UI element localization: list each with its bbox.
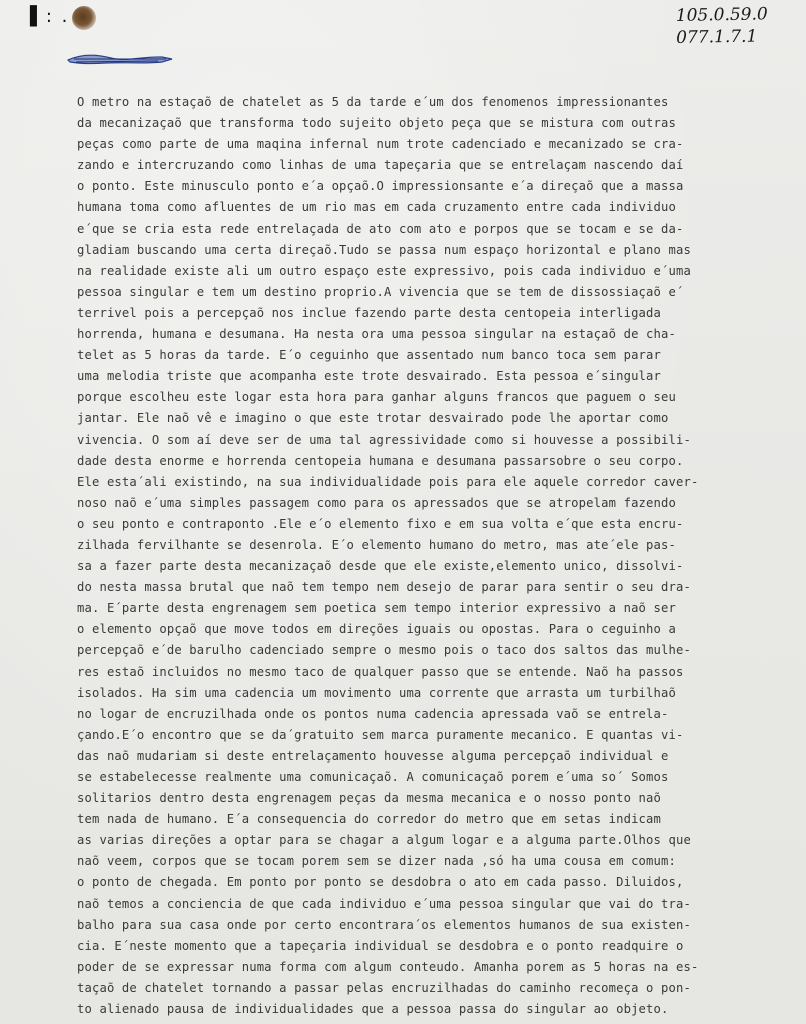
text-line: no logar de encruzilhada onde os pontos numa cadencia apressada vaõ se entrela-	[77, 706, 669, 721]
text-line: to alienado pausa de individualidades que a pessoa passa do singular ao objeto.	[77, 1002, 669, 1017]
text-line: porque escolheu este logar esta hora para ganhar alguns francos que paguem o seu	[77, 390, 676, 405]
text-line: vivencia. O som aí deve ser de uma tal agressividade como si houvesse a possibili-	[77, 432, 691, 447]
text-line: dade desta enorme e horrenda centopeia humana e desumana passarsobre o seu corpo.	[77, 453, 684, 468]
text-line: peças como parte de uma maqina infernal num trote cadenciado e mecanizado se cra-	[77, 137, 684, 152]
blue-ink-scribble	[66, 50, 176, 70]
text-line: o elemento opçaõ que move todos em direções iguais ou opostas. Para o ceguinho a	[77, 622, 676, 637]
text-line: isolados. Ha sim uma cadencia um movimento uma corrente que arrasta um turbilhaõ	[77, 685, 676, 700]
text-line: o ponto de chegada. Em ponto por ponto se desdobra o ato em cada passo. Diluidos,	[77, 875, 684, 890]
text-line: uma melodia triste que acompanha este trote desvairado. Esta pessoa e´singular	[77, 369, 662, 384]
text-line: balho para sua casa onde por certo encontrara´os elementos humanos de sua existen-	[77, 917, 691, 932]
text-line: zilhada fervilhante se desenrola. E´o elemento humano do metro, mas ate´ele pas-	[77, 537, 676, 552]
text-line: ma. E´parte desta engrenagem sem poetica sem tempo interior expressivo a naõ ser	[77, 601, 676, 616]
text-line: gladiam buscando uma certa direçaõ.Tudo se passa num espaço horizontal e plano mas	[77, 242, 691, 257]
text-line: zando e intercruzando como linhas de uma tapeçaria que se entrelaçam nascendo daí	[77, 158, 684, 173]
text-line: Ele esta´ali existindo, na sua individualidade pois para ele aquele corredor caver-	[77, 474, 699, 489]
text-line: da mecanizaçaõ que transforma todo sujeito objeto peça que se mistura com outras	[77, 116, 676, 131]
reference-code-line-1: 105.0.59.0	[675, 4, 768, 26]
text-line: res estaõ incluidos no mesmo taco de qualquer passo que se entende. Naõ ha passos	[77, 664, 684, 679]
ink-stain	[72, 6, 96, 30]
text-line: o seu ponto e contraponto .Ele e´o elemento fixo e em sua volta e´que esta encru-	[77, 516, 684, 531]
text-line: telet as 5 horas da tarde. E´o ceguinho que assentado num banco toca sem parar	[77, 348, 662, 363]
text-line: cia. E´neste momento que a tapeçaria individual se desdobra e o ponto readquire o	[77, 938, 684, 953]
text-line: taçaõ de chatelet tornando a passar pelas encruzilhadas do caminho recomeça o pon-	[77, 980, 691, 995]
text-line: solitarios dentro desta engrenagem peças da mesma mecanica e o nosso ponto naõ	[77, 791, 662, 806]
text-line: as varias direções a optar para se chagar a algum logar e a alguma parte.Olhos que	[77, 833, 691, 848]
text-line: do nesta massa brutal que naõ tem tempo nem desejo de parar para sentir o seu dra-	[77, 580, 691, 595]
text-line: çando.E´o encontro que se da´gratuito sem marca puramente mecanico. E quantas vi-	[77, 727, 684, 742]
text-line: e´que se cria esta rede entrelaçada de ato com ato e porpos que se tocam e se da-	[77, 221, 684, 236]
text-line: se estabelecesse realmente uma comunicaçaõ. A comunicaçaõ porem e´uma so´ Somos	[77, 770, 669, 784]
binder-hole-mark: ▌: .	[30, 6, 70, 27]
text-line: noso naõ e´uma simples passagem como para os apressados que se atropelam fazendo	[77, 495, 676, 510]
text-line: pessoa singular e tem um destino proprio.A vivencia que se tem de dissossiaçaõ e´	[77, 284, 684, 299]
text-line: sa a fazer parte desta mecanizaçaõ desde que ele existe,elemento unico, dissolvi-	[77, 559, 684, 574]
text-line: humana toma como afluentes de um rio mas em cada cruzamento entre cada individuo	[77, 200, 676, 215]
text-line: horrenda, humana e desumana. Ha nesta ora uma pessoa singular na estaçaõ de cha-	[77, 327, 676, 342]
text-line: o ponto. Este minusculo ponto e´a opçaõ.O impressionsante e´a direçaõ que a massa	[77, 179, 684, 194]
text-line: O metro na estaçaõ de chatelet as 5 da tarde e´um dos fenomenos impressionantes	[77, 95, 669, 109]
text-line: jantar. Ele naõ vê e imagino o que este trotar desvairado pode lhe aportar como	[77, 411, 669, 426]
text-line: naõ temos a conciencia de que cada individuo e´uma pessoa singular que vai do tra-	[77, 896, 691, 911]
typewritten-text-body	[77, 92, 792, 1020]
text-line: na realidade existe ali um outro espaço este expressivo, pois cada individuo e´uma	[77, 263, 691, 278]
archive-reference-code	[676, 3, 787, 49]
text-line: terrivel pois a percepçaõ nos inclue fazendo parte desta centopeia interligada	[77, 305, 662, 320]
text-line: percepçaõ e´de barulho cadenciado sempre o mesmo pois o taco dos saltos das mulhe-	[77, 643, 691, 658]
text-line: naõ veem, corpos que se tocam porem sem se dizer nada ,só ha uma cousa em comum:	[77, 854, 676, 869]
text-line: das naõ mudariam si deste entrelaçamento houvesse alguma percepçaõ individual e	[77, 748, 669, 763]
text-line: tem nada de humano. E´a consequencia do corredor do metro que em setas indicam	[77, 812, 662, 827]
reference-code-line-2: 077.1.7.1	[676, 26, 758, 48]
text-line: poder de se expressar numa forma com algum conteudo. Amanha porem as 5 horas na es-	[77, 959, 699, 974]
